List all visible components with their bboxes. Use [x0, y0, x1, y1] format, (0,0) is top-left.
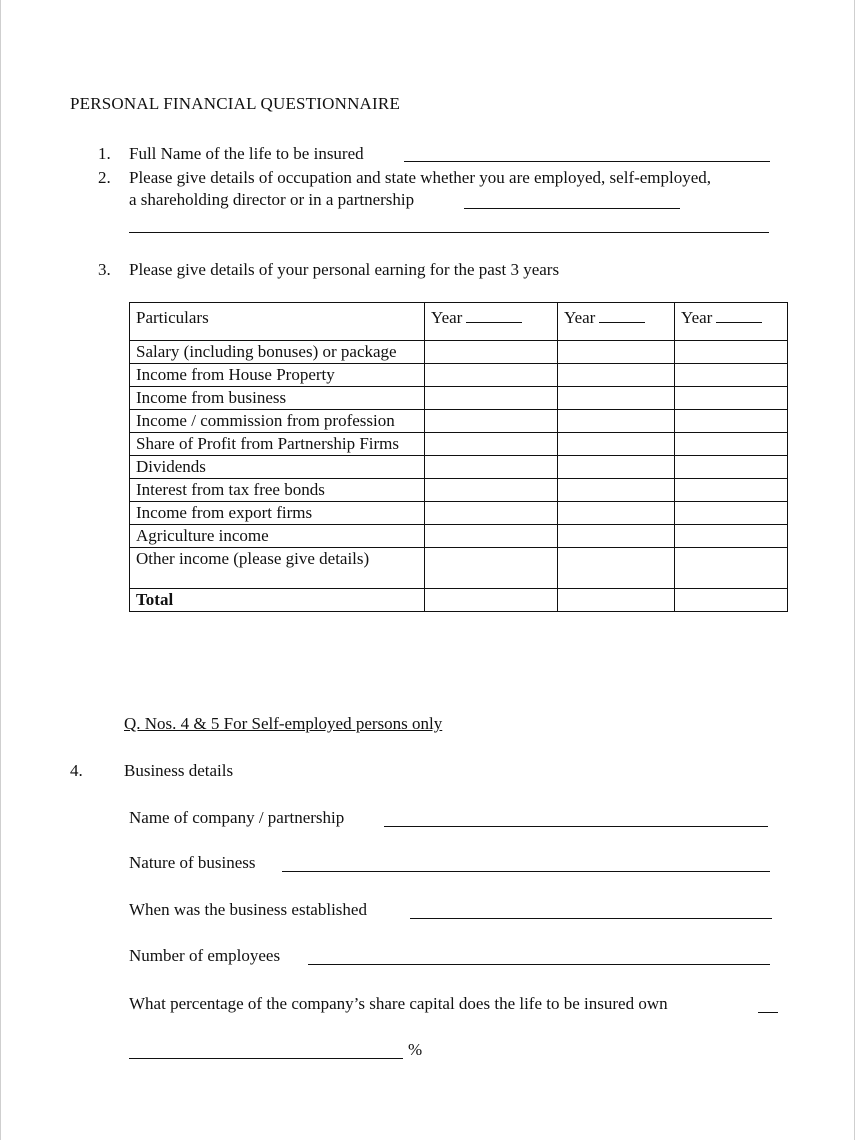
total-year-3[interactable] — [675, 589, 788, 612]
q1-answer-line[interactable] — [404, 161, 770, 162]
table-row — [130, 410, 788, 433]
row-label: Income from business — [130, 387, 425, 410]
row-label: Income / commission from profession — [130, 410, 425, 433]
q1-text: Full Name of the life to be insured — [129, 144, 364, 163]
cell-year-3[interactable] — [675, 479, 788, 502]
cell-year-2[interactable] — [558, 410, 675, 433]
cell-year-2[interactable] — [558, 341, 675, 364]
cell-year-3[interactable] — [675, 502, 788, 525]
document-title: PERSONAL FINANCIAL QUESTIONNAIRE — [70, 94, 401, 113]
table-row — [130, 479, 788, 502]
header-year-1[interactable]: Year — [425, 303, 558, 341]
cell-year-2[interactable] — [558, 387, 675, 410]
table-row — [130, 502, 788, 525]
cell-year-3[interactable] — [675, 433, 788, 456]
cell-year-2[interactable] — [558, 479, 675, 502]
row-label: Salary (including bonuses) or package — [130, 341, 425, 364]
q4-number: 4. — [70, 761, 83, 780]
total-year-2[interactable] — [558, 589, 675, 612]
cell-year-1[interactable] — [425, 479, 558, 502]
total-year-1[interactable] — [425, 589, 558, 612]
q2-answer-line-2[interactable] — [129, 232, 769, 233]
cell-year-3[interactable] — [675, 410, 788, 433]
q2-text-line2: a shareholding director or in a partnership — [129, 190, 415, 209]
self-employed-note: Q. Nos. 4 & 5 For Self-employed persons only — [124, 714, 443, 733]
cell-year-2[interactable] — [558, 502, 675, 525]
q1-number: 1. — [98, 144, 111, 163]
cell-year-3[interactable] — [675, 364, 788, 387]
cell-year-3[interactable] — [675, 387, 788, 410]
row-label: Income from House Property — [130, 364, 425, 387]
field-share-capital-line-end[interactable] — [758, 1012, 778, 1013]
field-share-capital-label: What percentage of the company’s share capital does the life to be insured own — [129, 994, 668, 1013]
cell-year-2[interactable] — [558, 456, 675, 479]
q3-number: 3. — [98, 260, 111, 279]
table-row — [130, 525, 788, 548]
cell-year-1[interactable] — [425, 525, 558, 548]
field-company-name-label: Name of company / partnership — [129, 808, 345, 827]
field-employees-line[interactable] — [308, 964, 770, 965]
earnings-table — [129, 302, 788, 612]
cell-year-3[interactable] — [675, 548, 788, 589]
cell-year-1[interactable] — [425, 433, 558, 456]
cell-year-2[interactable] — [558, 525, 675, 548]
cell-year-1[interactable] — [425, 548, 558, 589]
field-established-label: When was the business established — [129, 900, 367, 919]
total-label: Total — [130, 589, 425, 612]
cell-year-1[interactable] — [425, 364, 558, 387]
cell-year-1[interactable] — [425, 410, 558, 433]
table-row — [130, 387, 788, 410]
table-row — [130, 548, 788, 589]
table-row — [130, 456, 788, 479]
field-employees-label: Number of employees — [129, 946, 281, 965]
cell-year-1[interactable] — [425, 456, 558, 479]
row-label: Agriculture income — [130, 525, 425, 548]
cell-year-1[interactable] — [425, 387, 558, 410]
cell-year-1[interactable] — [425, 502, 558, 525]
field-company-name-line[interactable] — [384, 826, 768, 827]
q3-text: Please give details of your personal earning for the past 3 years — [129, 260, 560, 279]
q2-number: 2. — [98, 168, 111, 187]
q2-answer-line[interactable] — [464, 208, 680, 209]
cell-year-3[interactable] — [675, 341, 788, 364]
header-year-3[interactable]: Year — [675, 303, 788, 341]
row-label: Other income (please give details) — [130, 548, 425, 589]
cell-year-3[interactable] — [675, 456, 788, 479]
cell-year-2[interactable] — [558, 433, 675, 456]
row-label: Interest from tax free bonds — [130, 479, 425, 502]
table-row — [130, 433, 788, 456]
cell-year-1[interactable] — [425, 341, 558, 364]
table-row — [130, 364, 788, 387]
header-particulars: Particulars — [130, 303, 425, 341]
field-nature-label: Nature of business — [129, 853, 256, 872]
q4-heading: Business details — [124, 761, 234, 780]
cell-year-3[interactable] — [675, 525, 788, 548]
table-total-row — [130, 589, 788, 612]
row-label: Share of Profit from Partnership Firms — [130, 433, 425, 456]
header-year-2[interactable]: Year — [558, 303, 675, 341]
row-label: Income from export firms — [130, 502, 425, 525]
table-row — [130, 341, 788, 364]
page-left-edge — [0, 0, 1, 1140]
row-label: Dividends — [130, 456, 425, 479]
field-nature-line[interactable] — [282, 871, 770, 872]
table-header-row — [130, 303, 788, 341]
cell-year-2[interactable] — [558, 548, 675, 589]
percent-sign: % — [408, 1040, 423, 1059]
field-share-capital-line[interactable] — [129, 1058, 403, 1059]
field-established-line[interactable] — [410, 918, 772, 919]
cell-year-2[interactable] — [558, 364, 675, 387]
q2-text-line1: Please give details of occupation and state whether you are employed, self-employed, — [129, 168, 712, 187]
